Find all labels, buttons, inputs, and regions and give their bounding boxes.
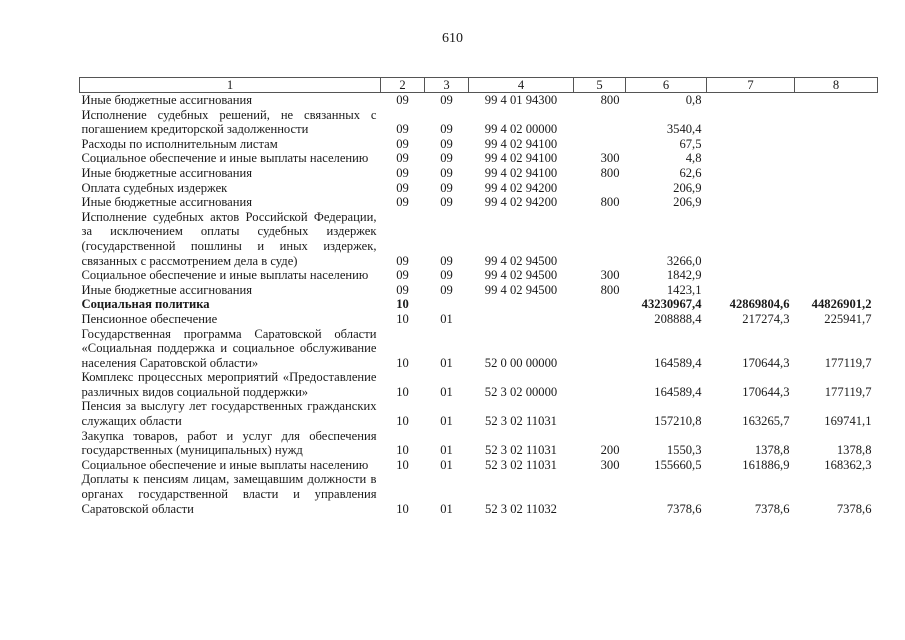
column-header-1: 1 <box>80 78 381 93</box>
section-code: 10 <box>396 457 409 472</box>
amount-year-1: 3266,0 <box>666 253 702 268</box>
expense-type-code: 300 <box>600 268 620 283</box>
amount-year-2 <box>707 283 795 298</box>
row-name: Социальное обеспечение и иные выплаты населению <box>81 151 369 166</box>
subsection-code: 01 <box>440 501 453 516</box>
amount-year-1: 206,9 <box>673 195 702 210</box>
target-article-code: 99 4 02 94500 <box>484 253 558 268</box>
table-row <box>80 399 878 428</box>
row-name: Закупка товаров, работ и услуг для обеспечения государственных (муниципальных) нужд <box>81 428 377 458</box>
table-row <box>80 327 878 371</box>
row-name: Расходы по исполнительным листам <box>81 136 278 151</box>
amount-year-3: 44826901,2 <box>811 297 872 312</box>
amount-year-3: 169741,1 <box>824 414 872 429</box>
section-code: 10 <box>396 384 409 399</box>
table-row <box>80 166 878 181</box>
table-row <box>80 458 878 473</box>
amount-year-3: 225941,7 <box>824 311 872 326</box>
table-row <box>80 93 878 108</box>
amount-year-1: 208888,4 <box>654 311 702 326</box>
row-name: Иные бюджетные ассигнования <box>81 195 253 210</box>
amount-year-3: 7378,6 <box>836 501 872 516</box>
expense-type-code <box>574 399 626 428</box>
amount-year-2: 163265,7 <box>742 414 790 429</box>
amount-year-2: 7378,6 <box>754 501 790 516</box>
amount-year-1: 43230967,4 <box>641 297 702 312</box>
target-article-code: 99 4 02 94100 <box>484 165 558 180</box>
section-code: 09 <box>396 93 409 107</box>
target-article-code: 52 3 02 00000 <box>484 384 558 399</box>
row-name: Оплата судебных издержек <box>81 180 228 195</box>
amount-year-2 <box>707 181 795 196</box>
amount-year-2 <box>707 93 795 108</box>
subsection-code: 09 <box>440 180 453 195</box>
amount-year-1: 157210,8 <box>654 414 702 429</box>
table-body <box>80 93 878 517</box>
section-code: 09 <box>396 136 409 151</box>
header-row <box>80 78 878 93</box>
amount-year-1: 1550,3 <box>666 443 702 458</box>
section-code: 10 <box>396 501 409 516</box>
amount-year-3: 1378,8 <box>836 443 872 458</box>
amount-year-2: 1378,8 <box>754 443 790 458</box>
amount-year-3: 177119,7 <box>824 384 872 399</box>
section-code: 09 <box>396 165 409 180</box>
subsection-code: 01 <box>440 414 453 429</box>
column-header-8: 8 <box>795 78 878 93</box>
expense-type-code <box>574 210 626 268</box>
target-article-code: 99 4 01 94300 <box>484 93 558 107</box>
page-number: 610 <box>442 31 463 46</box>
amount-year-3: 168362,3 <box>824 457 872 472</box>
amount-year-1: 4,8 <box>685 151 702 166</box>
amount-year-2: 170644,3 <box>742 384 790 399</box>
table-row <box>80 312 878 327</box>
subsection-code: 09 <box>440 195 453 210</box>
subsection-code: 01 <box>440 457 453 472</box>
row-name: Пенсионное обеспечение <box>81 311 218 326</box>
row-name: Социальное обеспечение и иные выплаты населению <box>81 268 369 283</box>
target-article-code <box>469 297 574 312</box>
amount-year-3 <box>795 108 878 137</box>
amount-year-2 <box>707 268 795 283</box>
row-name: Комплекс процессных мероприятий «Предоставление различных видов социальной поддержки» <box>81 370 377 399</box>
expense-type-code <box>574 181 626 196</box>
expense-type-code <box>574 472 626 516</box>
expense-type-code: 300 <box>600 151 620 166</box>
amount-year-1: 3540,4 <box>666 122 702 137</box>
target-article-code <box>469 312 574 327</box>
amount-year-3 <box>795 210 878 268</box>
table-row <box>80 181 878 196</box>
subsection-code: 09 <box>440 282 453 297</box>
expense-type-code: 800 <box>600 165 620 180</box>
section-code: 09 <box>396 253 409 268</box>
target-article-code: 52 3 02 11031 <box>485 457 557 472</box>
table-row <box>80 108 878 137</box>
row-name: Социальное обеспечение и иные выплаты населению <box>81 457 369 472</box>
target-article-code: 99 4 02 94500 <box>484 268 558 283</box>
subsection-code: 09 <box>440 93 453 107</box>
target-article-code: 52 0 00 00000 <box>484 355 558 370</box>
target-article-code: 99 4 02 00000 <box>484 122 558 137</box>
column-header-4: 4 <box>469 78 574 93</box>
subsection-code: 09 <box>440 253 453 268</box>
subsection-code <box>425 297 469 312</box>
table-row <box>80 370 878 399</box>
amount-year-3 <box>795 195 878 210</box>
section-code: 10 <box>396 414 409 429</box>
table-row <box>80 429 878 458</box>
target-article-code: 52 3 02 11032 <box>485 501 557 516</box>
amount-year-3 <box>795 181 878 196</box>
section-code: 10 <box>396 311 409 326</box>
budget-table <box>79 77 878 516</box>
amount-year-2: 217274,3 <box>742 311 790 326</box>
amount-year-1: 7378,6 <box>666 501 702 516</box>
amount-year-3 <box>795 268 878 283</box>
target-article-code: 99 4 02 94200 <box>484 195 558 210</box>
column-header-5: 5 <box>574 78 626 93</box>
row-name: Социальная политика <box>81 297 210 312</box>
amount-year-1: 1842,9 <box>666 268 702 283</box>
amount-year-2: 161886,9 <box>742 457 790 472</box>
section-code: 09 <box>396 180 409 195</box>
amount-year-3 <box>795 283 878 298</box>
target-article-code: 99 4 02 94200 <box>484 180 558 195</box>
row-name: Пенсия за выслугу лет государственных гражданских служащих области <box>81 399 377 429</box>
subsection-code: 01 <box>440 384 453 399</box>
expense-type-code: 200 <box>600 443 620 458</box>
row-name: Иные бюджетные ассигнования <box>81 165 253 180</box>
target-article-code: 52 3 02 11031 <box>485 414 557 429</box>
expense-type-code <box>574 108 626 137</box>
amount-year-2 <box>707 137 795 152</box>
amount-year-2 <box>707 166 795 181</box>
column-header-3: 3 <box>425 78 469 93</box>
subsection-code: 09 <box>440 165 453 180</box>
amount-year-1: 155660,5 <box>654 457 702 472</box>
expense-type-code <box>574 370 626 399</box>
row-name: Исполнение судебных актов Российской Федерации, за исключением оплаты судебных издержек (государственной пошлины и иных издержек, связанных с рассмотрением дела в суде) <box>81 209 377 268</box>
amount-year-1: 67,5 <box>679 136 702 151</box>
table-row <box>80 137 878 152</box>
amount-year-3: 177119,7 <box>824 355 872 370</box>
target-article-code: 99 4 02 94100 <box>484 136 558 151</box>
target-article-code: 52 3 02 11031 <box>485 443 557 458</box>
table-row <box>80 268 878 283</box>
row-name: Иные бюджетные ассигнования <box>81 93 253 107</box>
row-name: Исполнение судебных решений, не связанных с погашением кредиторской задолженности <box>81 107 377 137</box>
amount-year-2 <box>707 108 795 137</box>
table-row <box>80 195 878 210</box>
target-article-code: 99 4 02 94100 <box>484 151 558 166</box>
expense-type-code <box>574 327 626 371</box>
amount-year-3 <box>795 93 878 108</box>
section-code: 10 <box>396 297 409 312</box>
table-row <box>80 210 878 268</box>
amount-year-2: 170644,3 <box>742 355 790 370</box>
amount-year-2: 42869804,6 <box>729 297 790 312</box>
expense-type-code <box>574 137 626 152</box>
section-code: 09 <box>396 122 409 137</box>
amount-year-1: 62,6 <box>679 165 702 180</box>
subsection-code: 09 <box>440 151 453 166</box>
expense-type-code <box>574 312 626 327</box>
subsection-code: 09 <box>440 268 453 283</box>
amount-year-2 <box>707 210 795 268</box>
amount-year-1: 206,9 <box>673 180 702 195</box>
expense-type-code: 300 <box>600 457 620 472</box>
table-row <box>80 283 878 298</box>
table-row <box>80 472 878 516</box>
subsection-code: 09 <box>440 136 453 151</box>
table-row-section-total <box>80 297 878 312</box>
row-name: Государственная программа Саратовской области «Социальная поддержка и социальное обслуживание населения Саратовской области» <box>81 326 377 370</box>
row-name: Доплаты к пенсиям лицам, замещавшим должности в органах государственной власти и управления Саратовской области <box>81 472 377 516</box>
column-header-6: 6 <box>626 78 707 93</box>
amount-year-2 <box>707 195 795 210</box>
amount-year-2 <box>707 151 795 166</box>
amount-year-3 <box>795 151 878 166</box>
amount-year-1: 1423,1 <box>666 282 702 297</box>
amount-year-1: 0,8 <box>685 93 702 107</box>
row-name: Иные бюджетные ассигнования <box>81 282 253 297</box>
expense-type-code: 800 <box>600 195 620 210</box>
expense-type-code <box>574 297 626 312</box>
amount-year-3 <box>795 166 878 181</box>
expense-type-code: 800 <box>600 282 620 297</box>
section-code: 09 <box>396 195 409 210</box>
table-row <box>80 151 878 166</box>
section-code: 10 <box>396 443 409 458</box>
expense-type-code: 800 <box>600 93 620 107</box>
section-code: 09 <box>396 151 409 166</box>
amount-year-1: 164589,4 <box>654 384 702 399</box>
subsection-code: 01 <box>440 443 453 458</box>
section-code: 09 <box>396 282 409 297</box>
subsection-code: 01 <box>440 311 453 326</box>
section-code: 09 <box>396 268 409 283</box>
amount-year-3 <box>795 137 878 152</box>
target-article-code: 99 4 02 94500 <box>484 282 558 297</box>
amount-year-1: 164589,4 <box>654 355 702 370</box>
column-header-2: 2 <box>381 78 425 93</box>
column-header-7: 7 <box>707 78 795 93</box>
section-code: 10 <box>396 355 409 370</box>
subsection-code: 09 <box>440 122 453 137</box>
subsection-code: 01 <box>440 355 453 370</box>
